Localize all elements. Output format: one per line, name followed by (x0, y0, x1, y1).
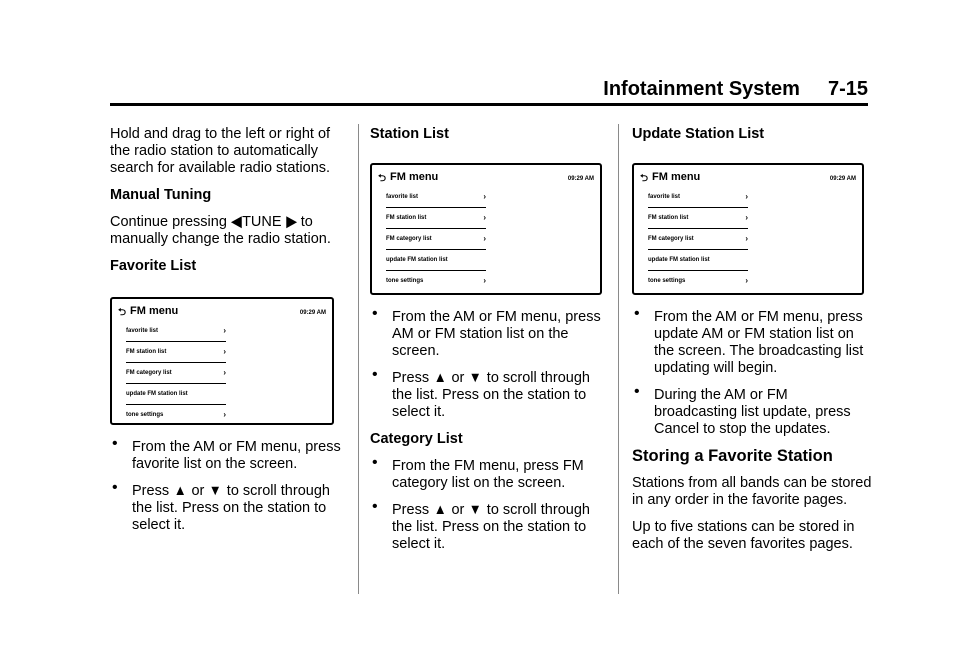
update-station-list-heading: Update Station List (632, 126, 765, 142)
chevron-right-icon: › (223, 368, 226, 377)
chevron-right-icon: › (745, 192, 748, 201)
column-2 (370, 126, 610, 563)
back-icon: ⮌ (640, 173, 649, 184)
section-title: Infotainment System (603, 78, 800, 100)
intro-paragraph: Hold and drag to the left or right of the radio station to automatically search for available radio stations. (110, 126, 331, 176)
station-list-heading: Station List (370, 126, 449, 142)
tune-left-icon: ◀ (231, 214, 242, 230)
column-divider-2 (618, 124, 619, 594)
screen-time: 09:29 AM (567, 176, 594, 182)
chevron-right-icon: › (483, 234, 486, 243)
chevron-right-icon: › (483, 192, 486, 201)
menu-item-fm-station-list: FM station list › (648, 208, 748, 229)
menu-item-update-fm-station-list: update FM station list (386, 250, 486, 271)
fm-menu-screen (110, 297, 334, 425)
back-icon: ⮌ (378, 173, 387, 184)
chevron-right-icon: › (483, 213, 486, 222)
storing-favorite-heading: Storing a Favorite Station (632, 447, 833, 465)
chevron-right-icon: › (745, 276, 748, 285)
favorite-list-heading: Favorite List (110, 258, 197, 274)
scroll-down-icon: ▼ (469, 502, 483, 518)
storing-paragraph-2: Up to five stations can be stored in each of the seven favorites pages. (632, 519, 855, 552)
fm-menu-screen (370, 163, 602, 295)
menu-item-tone-settings: tone settings › (648, 271, 748, 291)
manual-tuning-heading: Manual Tuning (110, 187, 212, 203)
menu-item-update-fm-station-list: update FM station list (126, 384, 226, 405)
bullet-icon: • (372, 305, 378, 322)
menu-list (386, 187, 486, 291)
bullet-icon: • (372, 366, 378, 383)
column-1 (110, 126, 350, 544)
menu-list (648, 187, 748, 291)
menu-item-update-fm-station-list: update FM station list (648, 250, 748, 271)
list-item: • Press ▲ or ▼ to scroll through the list. Press on the station to select it. (372, 498, 590, 552)
bullet-icon: • (634, 305, 640, 322)
page-number: 7-15 (827, 78, 868, 100)
menu-item-tone-settings: tone settings › (126, 405, 226, 425)
screen-time: 09:29 AM (299, 310, 326, 316)
page-header (603, 78, 868, 101)
scroll-down-icon: ▼ (469, 370, 483, 386)
scroll-up-icon: ▲ (433, 502, 447, 518)
list-item: • Press ▲ or ▼ to scroll through the list. Press on the station to select it. (372, 366, 590, 420)
menu-item-favorite-list: favorite list › (126, 321, 226, 342)
menu-item-fm-category-list: FM category list › (126, 363, 226, 384)
chevron-right-icon: › (483, 276, 486, 285)
bullet-icon: • (112, 435, 118, 452)
list-item: • From the AM or FM menu, press update AM or FM station list on the screen. The broadcasting list updating will begin. (634, 305, 864, 376)
column-3 (632, 126, 872, 563)
storing-paragraph-1: Stations from all bands can be stored in any order in the favorite pages. (632, 475, 872, 508)
bullet-icon: • (634, 383, 640, 400)
menu-list (126, 321, 226, 425)
chevron-right-icon: › (745, 234, 748, 243)
bullet-icon: • (372, 454, 378, 471)
chevron-right-icon: › (223, 410, 226, 419)
chevron-right-icon: › (223, 347, 226, 356)
header-rule (110, 103, 868, 106)
screen-title: FM menu (130, 305, 179, 317)
screen-title: FM menu (390, 171, 439, 183)
manual-tuning-paragraph: Continue pressing ◀TUNE ▶ to manually change the radio station. (110, 214, 331, 247)
menu-item-tone-settings: tone settings › (386, 271, 486, 291)
menu-item-fm-category-list: FM category list › (386, 229, 486, 250)
column-divider-1 (358, 124, 359, 594)
screen-title: FM menu (652, 171, 701, 183)
list-item: • From the FM menu, press FM category list on the screen. (372, 454, 584, 491)
menu-item-fm-station-list: FM station list › (126, 342, 226, 363)
chevron-right-icon: › (745, 213, 748, 222)
screen-time: 09:29 AM (829, 176, 856, 182)
list-item: • From the AM or FM menu, press AM or FM station list on the screen. (372, 305, 601, 359)
bullet-icon: • (372, 498, 378, 515)
tune-right-icon: ▶ (286, 214, 297, 230)
menu-item-favorite-list: favorite list › (648, 187, 748, 208)
menu-item-favorite-list: favorite list › (386, 187, 486, 208)
back-icon: ⮌ (118, 307, 127, 318)
category-list-heading: Category List (370, 431, 463, 447)
menu-item-fm-category-list: FM category list › (648, 229, 748, 250)
chevron-right-icon: › (223, 326, 226, 335)
bullet-icon: • (112, 479, 118, 496)
fm-menu-screen (632, 163, 864, 295)
list-item: • During the AM or FM broadcasting list update, press Cancel to stop the updates. (634, 383, 851, 437)
scroll-up-icon: ▲ (173, 483, 187, 499)
list-item: • Press ▲ or ▼ to scroll through the list. Press on the station to select it. (112, 479, 330, 533)
scroll-down-icon: ▼ (209, 483, 223, 499)
list-item: • From the AM or FM menu, press favorite list on the screen. (112, 435, 341, 472)
menu-item-fm-station-list: FM station list › (386, 208, 486, 229)
scroll-up-icon: ▲ (433, 370, 447, 386)
